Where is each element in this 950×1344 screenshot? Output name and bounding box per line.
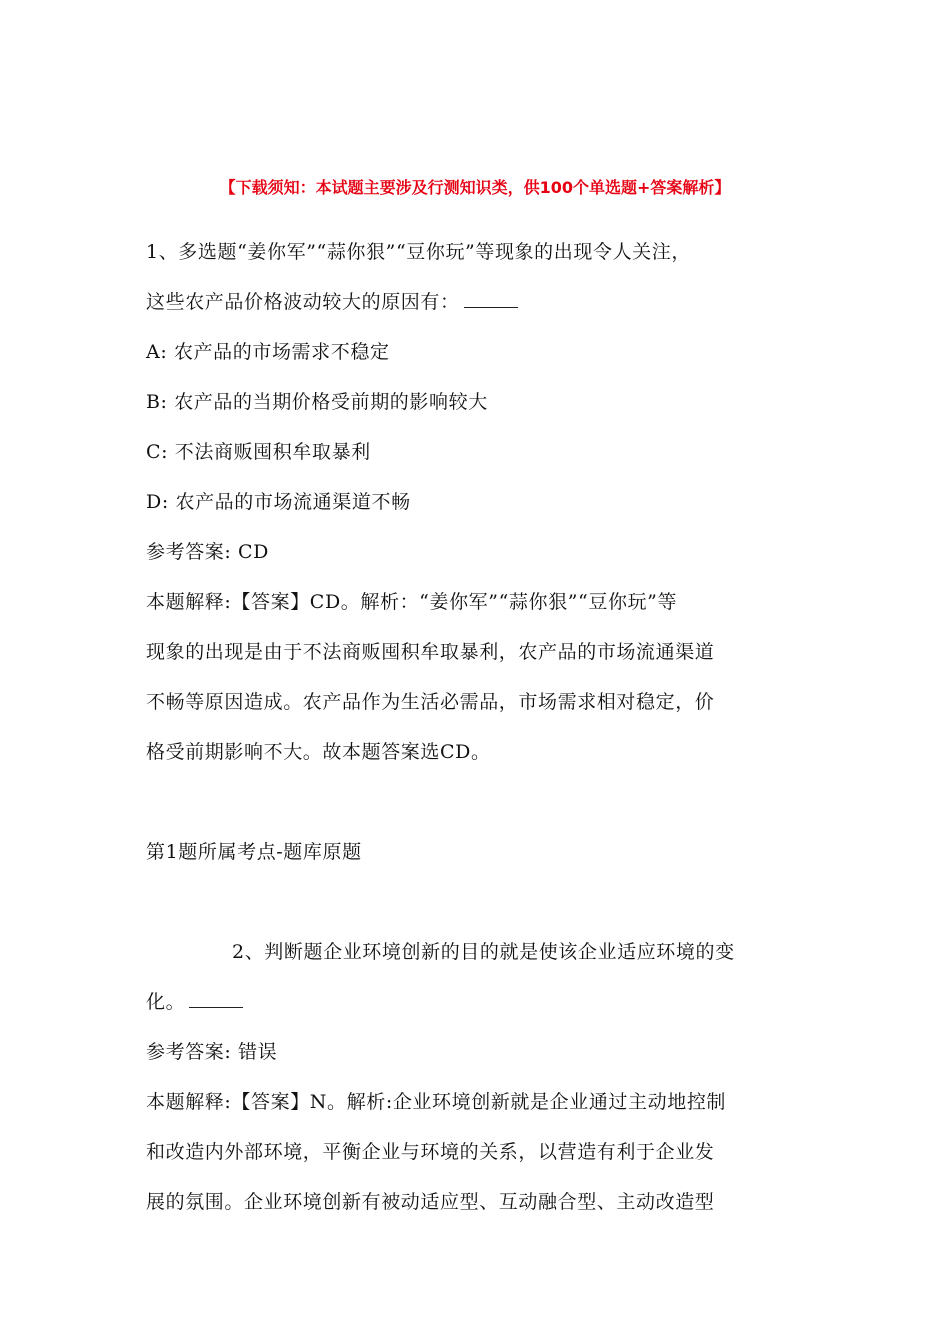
question-1-explanation-line-2: 现象的出现是由于不法商贩囤积牟取暴利，农产品的市场流通渠道 bbox=[146, 641, 715, 663]
question-2-stem-line-1: 2、判断题企业环境创新的目的就是使该企业适应环境的变 bbox=[232, 941, 735, 963]
question-2 bbox=[146, 932, 812, 1232]
question-2-answer: 参考答案: 错误 bbox=[146, 1041, 278, 1063]
question-1-answer: 参考答案: CD bbox=[146, 541, 270, 563]
question-2-explanation-line-2: 和改造内外部环境，平衡企业与环境的关系，以营造有利于企业发 bbox=[146, 1141, 715, 1163]
question-1 bbox=[146, 232, 812, 882]
question-1-explanation-line-3: 不畅等原因造成。农产品作为生活必需品，市场需求相对稳定，价 bbox=[146, 691, 715, 713]
section-gap bbox=[146, 782, 812, 832]
download-notice: 【下载须知：本试题主要涉及行测知识类，供100个单选题+答案解析】 bbox=[219, 178, 731, 197]
question-2-explanation-line-1: 本题解释:【答案】N。解析:企业环境创新就是企业通过主动地控制 bbox=[146, 1091, 727, 1113]
question-2-stem-text: 化。 bbox=[146, 991, 186, 1013]
question-2-stem-line-2 bbox=[146, 982, 812, 1032]
section-gap bbox=[146, 882, 812, 932]
question-2-explanation-line-3: 展的氛围。企业环境创新有被动适应型、互动融合型、主动改造型 bbox=[146, 1191, 715, 1213]
option-b: B: 农产品的当期价格受前期的影响较大 bbox=[146, 391, 488, 413]
option-c: C: 不法商贩囤积牟取暴利 bbox=[146, 441, 371, 463]
question-1-stem-line-1: 1、多选题“姜你军”“蒜你狠”“豆你玩”等现象的出现令人关注， bbox=[146, 241, 691, 263]
option-d: D: 农产品的市场流通渠道不畅 bbox=[146, 491, 411, 513]
question-1-stem-text: 这些农产品价格波动较大的原因有： bbox=[146, 291, 460, 313]
option-a: A: 农产品的市场需求不稳定 bbox=[146, 341, 390, 363]
answer-blank bbox=[464, 289, 518, 308]
question-1-explanation-line-1: 本题解释:【答案】CD。解析：“姜你军”“蒜你狠”“豆你玩”等 bbox=[146, 591, 678, 613]
question-1-stem-line-2 bbox=[146, 282, 812, 332]
question-content bbox=[146, 232, 812, 1232]
question-1-explanation-line-4: 格受前期影响不大。故本题答案选CD。 bbox=[146, 741, 491, 763]
question-1-source: 第1题所属考点-题库原题 bbox=[146, 841, 362, 863]
answer-blank bbox=[189, 989, 243, 1008]
